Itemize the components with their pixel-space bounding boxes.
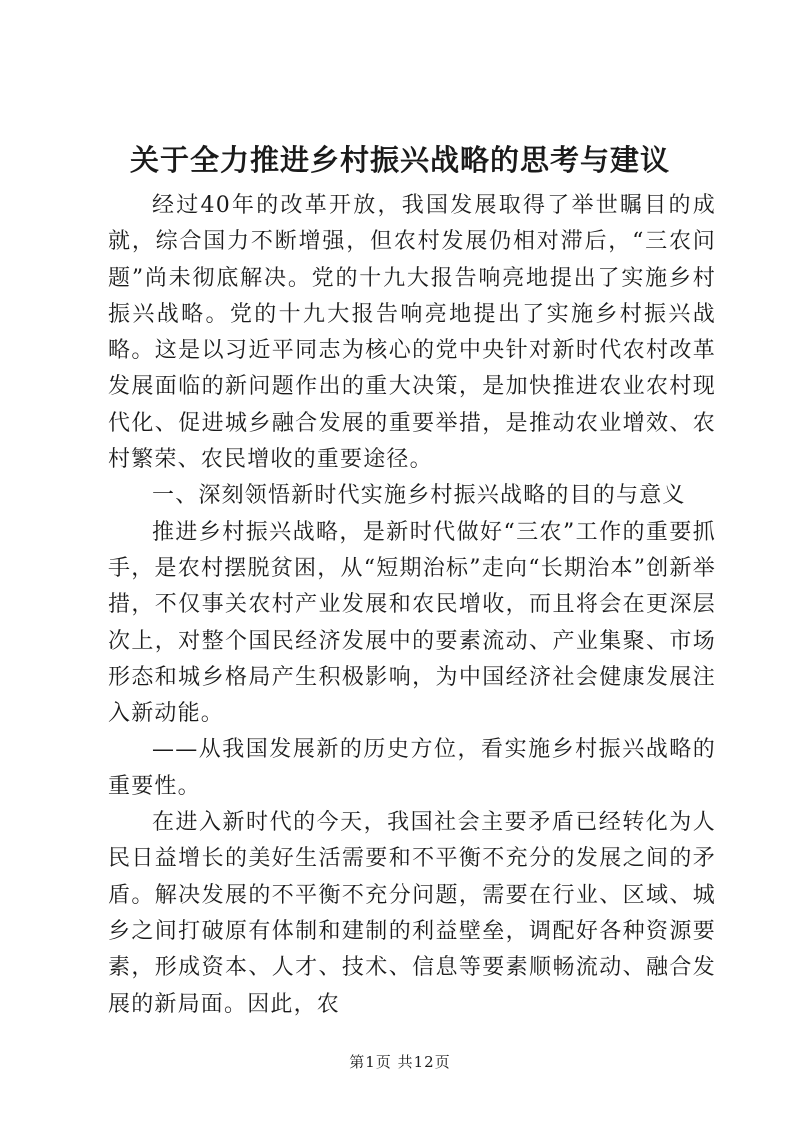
page-footer: 第1页 共12页 <box>349 1053 451 1071</box>
paragraph-strategy: 推进乡村振兴战略，是新时代做好“三农”工作的重要抓手，是农村摆脱贫困，从“短期治标”走向“长期治本”创新举措，不仅事关农村产业发展和农民增收，而且将会在更深层次上，对整个国民经济发展中的要素流动、产业集聚、市场形态和城乡格局产生积极影响，为中国经济社会健康发展注入新动能。 <box>108 519 716 727</box>
paragraph-new-era: 在进入新时代的今天，我国社会主要矛盾已经转化为人民日益增长的美好生活需要和不平衡不充分的发展之间的矛盾。解决发展的不平衡不充分问题，需要在行业、区域、城乡之间打破原有体制和建制的利益壁垒，调配好各种资源要素，形成资本、人才、技术、信息等要素顺畅流动、融合发展的新局面。因此，农 <box>108 810 716 1017</box>
subheading-historical-position: ——从我国发展新的历史方位，看实施乡村振兴战略的重要性。 <box>108 737 716 799</box>
document-title: 关于全力推进乡村振兴战略的思考与建议 <box>129 143 670 177</box>
paragraph-intro: 经过40年的改革开放，我国发展取得了举世瞩目的成就，综合国力不断增强，但农村发展仍相对滞后，“三农问题”尚未彻底解决。党的十九大报告响亮地提出了实施乡村振兴战略。党的十九大报告响亮地提出了实施乡村振兴战略。这是以习近平同志为核心的党中央针对新时代农村改革发展面临的新问题作出的重大决策，是加快推进农业农村现代化、促进城乡融合发展的重要举措，是推动农业增效、农村繁荣、农民增收的重要途径。 <box>108 193 716 473</box>
section-heading-1: 一、深刻领悟新时代实施乡村振兴战略的目的与意义 <box>152 483 686 509</box>
document-body <box>108 188 716 1023</box>
